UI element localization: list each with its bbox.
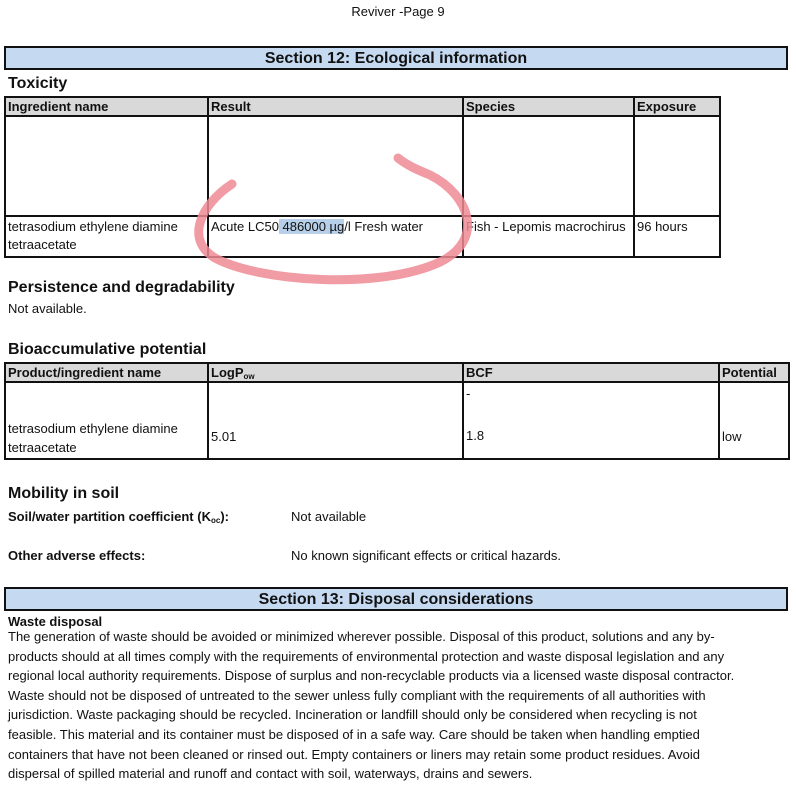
partition-label-b: ): [220,509,229,524]
waste-disposal-heading: Waste disposal [8,614,103,629]
text-line: feasible. This material and its container must be disposed of in a safe way. Care should be taken when handling emptied [8,726,700,742]
annotation-stroke [199,158,468,280]
logp-label: LogP [211,365,244,380]
bioaccumulative-heading: Bioaccumulative potential [8,341,207,358]
mobility-heading: Mobility in soil [8,485,120,502]
col-exposure: Exposure [634,97,720,116]
text-line: The generation of waste should be avoided or minimized wherever possible. Disposal of this product, solutions and any by- [8,629,715,644]
col-potential: Potential [719,363,789,382]
exposure-cell: 96 hours [634,216,720,257]
col-product-name: Product/ingredient name [5,363,208,382]
other-effects-label: Other adverse effects: [8,548,146,563]
persistence-heading: Persistence and degradability [8,279,235,296]
species-cell: Fish - Lepomis macrochirus [463,216,634,257]
text-line: regional local authority requirements. Dispose of surplus and non-recyclable products via a licensed waste disposal contractor. [8,668,735,684]
col-logp [208,363,463,382]
table-header-row [5,363,789,382]
col-species: Species [463,97,634,116]
bcf-value: 1.8 [466,428,485,443]
product-cell: tetrasodium ethylene diamine tetraacetate [5,382,208,459]
col-result: Result [208,97,463,116]
potential-cell: low [719,382,789,459]
waste-disposal-text [8,627,792,784]
page-header: Reviver -Page 9 [351,4,445,19]
section-12-title: Section 12: Ecological information [4,46,788,70]
section-13-title: Section 13: Disposal considerations [4,587,788,611]
table-row [5,382,789,459]
col-ingredient-name: Ingredient name [5,97,208,116]
text-line: containers that have not been cleaned or rinsed out. Empty containers or liners may retain some product residues. Avoid [8,746,701,762]
bcf-cell [463,382,719,459]
partition-label [8,509,229,524]
logp-subscript: ow [243,372,255,381]
toxicity-heading: Toxicity [8,75,68,92]
text-line: products should at all times comply with the requirements of environmental protection and waste disposal legislation and any [8,648,725,664]
text-line: jurisdiction. Waste packaging should be recycled. Incineration or landfill should only be considered when recycling is not [8,707,697,723]
bcf-note: - [466,386,471,401]
persistence-text: Not available. [8,301,87,316]
col-bcf: BCF [463,363,719,382]
result-suffix: /l Fresh water [344,219,424,234]
partition-label-sub: oc [210,516,221,525]
bioaccumulative-table [4,362,790,460]
result-prefix: Acute LC50 [211,219,279,234]
text-line: Waste should not be disposed of untreated to the sewer unless fully compliant with the requirements of all authorities with [8,687,706,703]
partition-value: Not available [291,509,367,524]
text-line: dispersal of spilled material and runoff and contact with soil, waterways, drains and sewers. [8,766,533,782]
result-highlight: 486000 µg [278,219,345,234]
other-effects-value: No known significant effects or critical hazards. [291,548,561,563]
logp-cell: 5.01 [208,382,463,459]
partition-label-a: Soil/water partition coefficient (K [8,509,211,524]
ingredient-cell: tetrasodium ethylene diamine tetraacetate [5,216,208,257]
